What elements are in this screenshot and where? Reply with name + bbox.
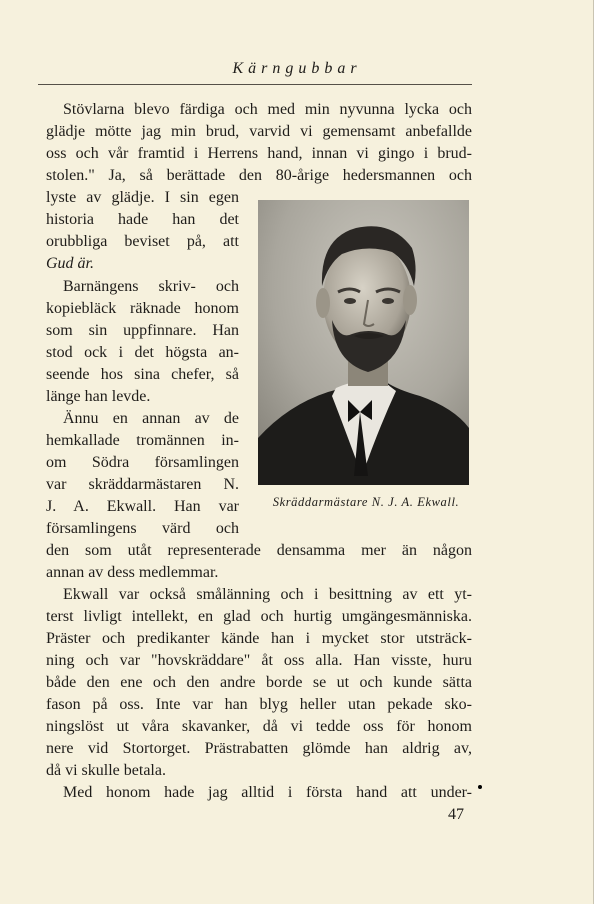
text-line: Med honom hade jag alltid i första hand att under- — [63, 784, 472, 801]
running-head: Kärngubbar — [232, 60, 362, 77]
header-rule — [38, 84, 472, 85]
text-line: Stövlarna blevo färdiga och med min nyvunna lycka och — [63, 101, 472, 118]
text-line: nere vid Stortorget. Prästrabatten glömde han aldrig av, — [46, 740, 472, 757]
text-line: församlingens värd och — [46, 520, 239, 537]
text-line: annan av dess medlemmar. — [46, 564, 219, 581]
figure-caption: Skräddarmästare N. J. A. Ekwall. — [272, 495, 460, 509]
text-line: fason på oss. Inte var han blyg heller utan pekade sko- — [46, 696, 472, 713]
text-line: ningslöst ut våra skavanker, då vi tedde oss för honom — [46, 718, 472, 735]
text-line: var skräddarmästaren N. — [46, 476, 239, 493]
text-line: stolen." Ja, så berättade den 80-årige hedersmannen och — [46, 167, 472, 184]
text-line: Barnängens skriv- och — [63, 278, 239, 295]
text-line: historia hade han det — [46, 211, 239, 228]
text-line: seende hos sina chefer, så — [46, 366, 239, 383]
ink-speck — [478, 785, 482, 789]
text-line: både den ene och den andre borde se ut och kunde sätta — [46, 674, 472, 691]
text-line: oss och vår framtid i Herrens hand, innan vi gingo i brud- — [46, 145, 472, 162]
text-line: lyste av glädje. I sin egen — [46, 189, 239, 206]
text-line: ning och var "hovskräddare" åt oss alla. Han visste, huru — [46, 652, 472, 669]
text-line: Präster och predikanter kände han i mycket stor utsträck- — [46, 630, 472, 647]
text-line: J. A. Ekwall. Han var — [46, 498, 239, 515]
text-line: Ännu en annan av de — [63, 410, 239, 427]
text-line: den som utåt representerade densamma mer än någon — [46, 542, 472, 559]
portrait-photo — [258, 200, 469, 485]
text-line: kopiebläck räknade honom — [46, 300, 239, 317]
text-line: om Södra församlingen — [46, 454, 239, 471]
text-line: orubbliga beviset på, att — [46, 233, 239, 250]
text-line: Gud är. — [46, 255, 95, 272]
text-line: som sin uppfinnare. Han — [46, 322, 239, 339]
text-line: då vi skulle betala. — [46, 762, 166, 779]
text-line: länge han levde. — [46, 388, 151, 405]
text-line: stod ock i det högsta an- — [46, 344, 239, 361]
text-line: terst livligt intellekt, en glad och hurtig umgängesmänniska. — [46, 608, 472, 625]
page-number: 47 — [448, 806, 464, 823]
text-line: hemkallade tromännen in- — [46, 432, 239, 449]
text-line: glädje mötte jag min brud, varvid vi gemensamt anbefallde — [46, 123, 472, 140]
text-line: Ekwall var också smålänning och i besittning av ett yt- — [63, 586, 472, 603]
